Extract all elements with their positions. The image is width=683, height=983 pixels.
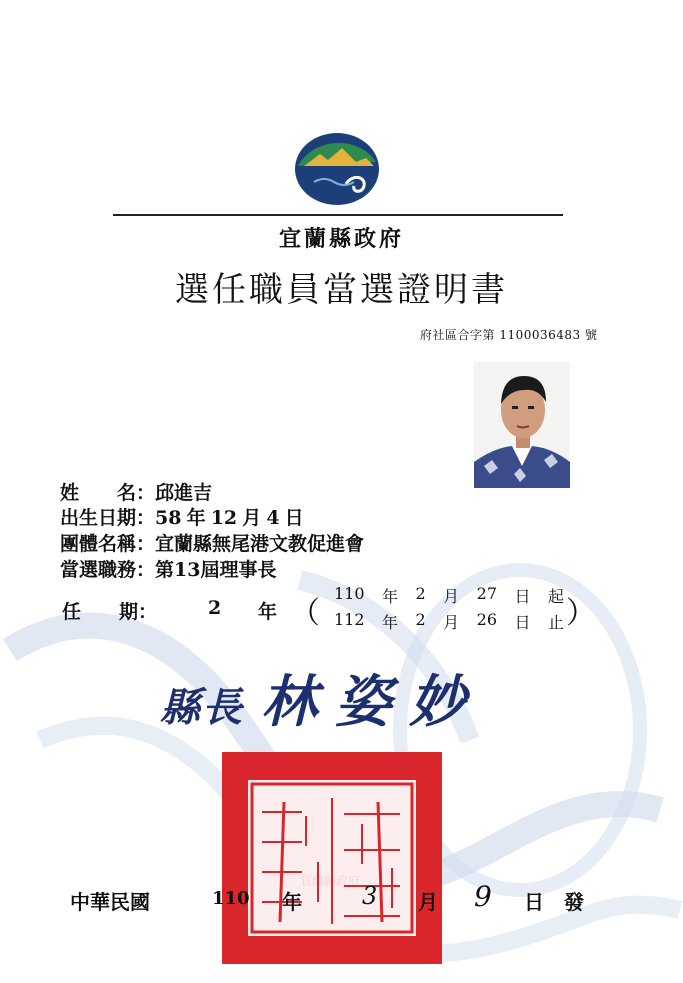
birth-colon: ： <box>136 507 156 529</box>
term-start-year-unit: 年 <box>382 587 399 606</box>
term-years: 2 <box>208 597 222 619</box>
issue-era: 中華民國 <box>70 890 150 914</box>
portrait-photo <box>474 362 570 488</box>
serial-number: 1100036483 <box>499 328 581 342</box>
org-value: 宜蘭縣無尾港文教促進會 <box>155 533 365 555</box>
issue-day: 9 <box>474 880 492 913</box>
position-value: 第13屆理事長 <box>155 559 277 581</box>
seal-graphic <box>222 752 442 964</box>
position-colon: ： <box>136 559 156 581</box>
birth-year-unit: 年 <box>186 507 206 529</box>
position-label: 當選職務 <box>60 559 137 581</box>
term-start-line <box>334 584 564 607</box>
certificate-title: 選任職員當選證明書 <box>175 270 508 310</box>
name-label: 姓 名 <box>60 482 137 504</box>
birth-month-unit: 月 <box>242 507 262 529</box>
term-end-line <box>334 610 564 633</box>
term-start-month-unit: 月 <box>443 587 460 606</box>
issue-month: 3 <box>362 882 378 910</box>
birth-label: 出生日期 <box>60 507 137 529</box>
issue-month-unit: 月 <box>418 890 438 914</box>
name-colon: ： <box>136 482 156 504</box>
signature-name: 林姿妙 <box>261 669 484 735</box>
issue-date-line <box>70 886 150 915</box>
term-end-day-unit: 日 <box>514 613 531 632</box>
birth-day-unit: 日 <box>284 507 304 529</box>
term-end-year-unit: 年 <box>382 613 399 632</box>
birth-day: 4 <box>266 507 280 529</box>
name-value: 邱進吉 <box>155 482 213 504</box>
issue-year: 110 <box>212 888 250 909</box>
mayor-signature <box>160 658 483 738</box>
government-name: 宜蘭縣政府 <box>278 226 404 252</box>
term-years-unit: 年 <box>258 601 278 623</box>
official-seal <box>222 752 442 964</box>
row-position <box>60 555 276 582</box>
birth-month: 12 <box>210 507 238 529</box>
term-paren-open: （ <box>290 596 320 631</box>
row-organization <box>60 529 364 556</box>
serial-line <box>420 326 598 343</box>
org-colon: ： <box>136 533 156 555</box>
issue-year-unit: 年 <box>282 890 302 914</box>
header-rule <box>113 214 563 216</box>
row-birth <box>60 503 304 530</box>
term-start-month: 2 <box>415 584 426 603</box>
term-start-day: 27 <box>476 584 497 603</box>
term-end-month-unit: 月 <box>443 613 460 632</box>
term-colon: ： <box>138 601 158 623</box>
term-end-month: 2 <box>415 610 426 629</box>
term-end-day: 26 <box>476 610 497 629</box>
seal-text: 宜蘭縣政府 <box>300 874 361 888</box>
term-end-year: 112 <box>334 610 365 629</box>
signature-title: 縣長 <box>160 684 244 731</box>
term-label-group <box>62 597 157 624</box>
serial-prefix: 府社區合字第 <box>420 328 496 342</box>
org-label: 團體名稱 <box>60 533 137 555</box>
term-end-word: 止 <box>547 613 564 632</box>
term-label: 任 期 <box>62 601 139 623</box>
term-start-word: 起 <box>547 587 564 606</box>
serial-suffix: 號 <box>585 328 598 342</box>
issue-word: 發 <box>564 890 584 914</box>
term-start-day-unit: 日 <box>514 587 531 606</box>
term-start-year: 110 <box>334 584 365 603</box>
birth-year: 58 <box>155 507 182 529</box>
term-paren-close: ） <box>566 596 596 631</box>
row-name <box>60 478 212 505</box>
issue-day-unit: 日 <box>524 890 544 914</box>
yilan-county-emblem-icon <box>294 132 380 206</box>
